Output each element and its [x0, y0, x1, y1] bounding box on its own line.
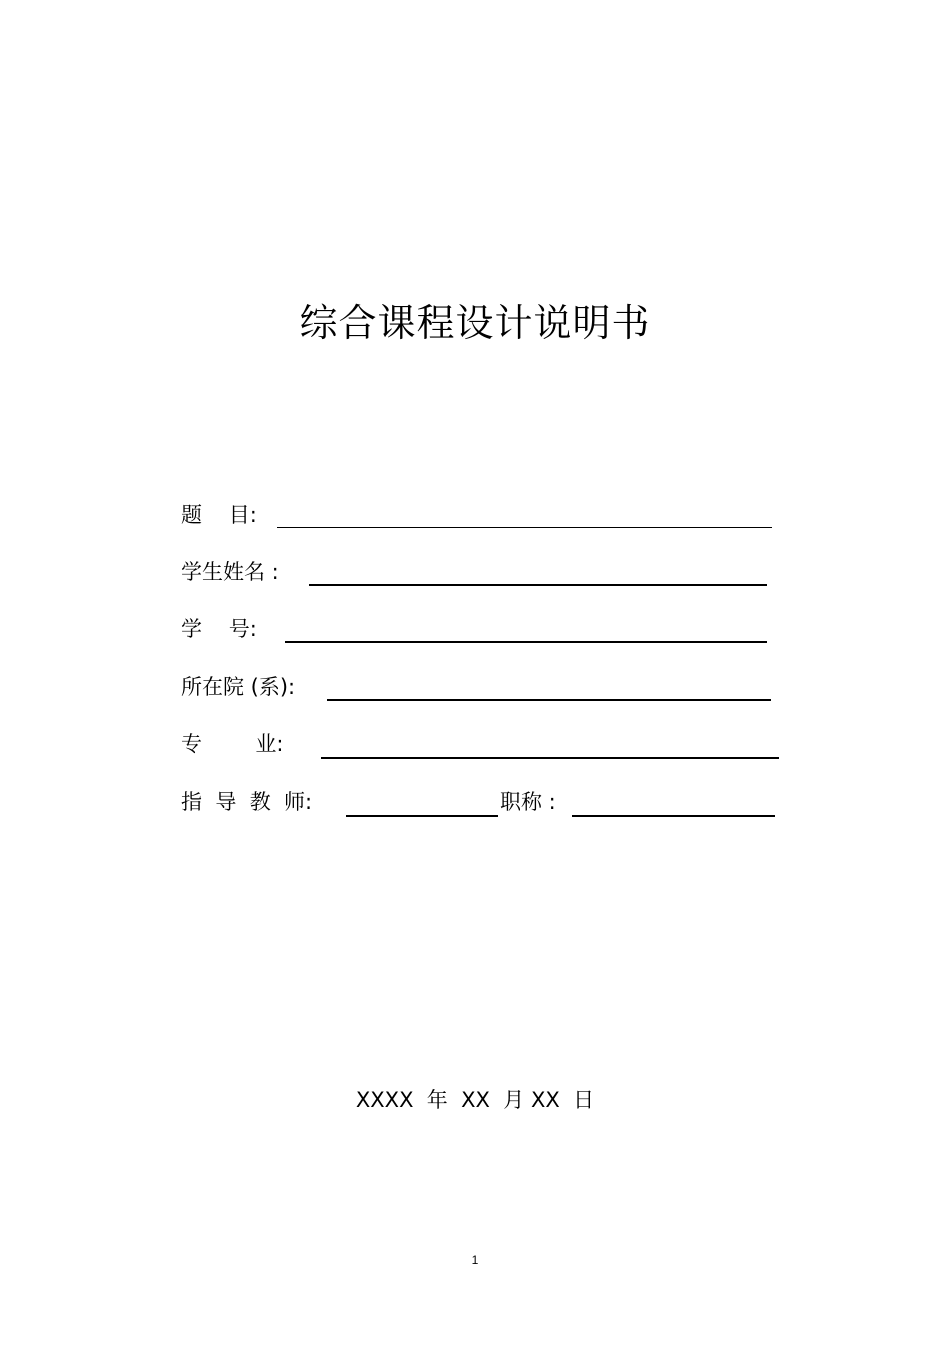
topic-label: 题 目:: [181, 503, 257, 527]
advisor-title-blank-line[interactable]: [572, 815, 775, 817]
advisor-title-label: 职称 :: [500, 790, 556, 814]
department-blank-line[interactable]: [327, 699, 771, 701]
major-label: 专 业:: [181, 732, 284, 756]
document-title: 综合课程设计说明书: [299, 301, 651, 345]
topic-blank-line[interactable]: [277, 527, 772, 528]
document-date: XXXX 年 XX 月 XX 日: [355, 1088, 595, 1112]
advisor-label: 指 导 教 师:: [181, 790, 313, 814]
student-name-label: 学生姓名 :: [181, 560, 279, 584]
student-id-label: 学 号:: [181, 617, 257, 641]
student-name-blank-line[interactable]: [309, 584, 767, 586]
major-blank-line[interactable]: [321, 757, 779, 759]
student-id-blank-line[interactable]: [285, 641, 767, 643]
advisor-blank-line[interactable]: [346, 815, 498, 817]
page-number: 1: [471, 1253, 479, 1267]
department-label: 所在院 (系):: [181, 675, 296, 699]
